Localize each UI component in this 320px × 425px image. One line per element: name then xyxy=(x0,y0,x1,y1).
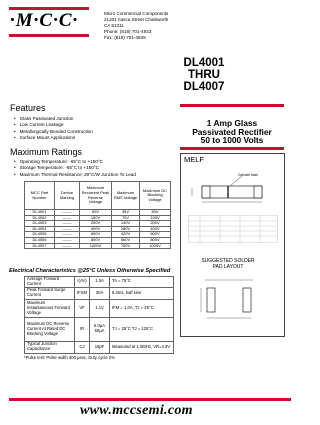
cell: 400V xyxy=(140,226,171,232)
title-rule-2 xyxy=(180,147,284,150)
table-row xyxy=(25,317,174,341)
cell: DL4004 xyxy=(25,226,55,232)
features-list xyxy=(14,116,93,141)
cell: DL4002 xyxy=(25,215,55,221)
cell: Maximum Instantaneous Forward Voltage xyxy=(25,299,75,317)
electrical-heading: Electrical Characteristics @25°C Unless Otherwise Specified xyxy=(9,268,171,274)
cell: 35V xyxy=(112,210,140,216)
product-title-line: 50 to 1000 Volts xyxy=(200,135,264,146)
cell: 1.0A xyxy=(90,277,110,288)
cell: 1000V xyxy=(140,243,171,249)
product-title xyxy=(182,119,282,145)
pad-title-line: PAD LAYOUT xyxy=(212,264,244,270)
cell: 280V xyxy=(112,226,140,232)
table-row xyxy=(25,299,174,317)
cell: IFSM xyxy=(75,287,90,299)
col-header: Device Marking xyxy=(55,182,80,210)
cell: 70V xyxy=(112,215,140,221)
cell: ------- xyxy=(55,243,80,249)
footnote: *Pulse test: Pulse width 300 μsec, Duty cycle 2% xyxy=(24,355,115,360)
pad-layout-title xyxy=(201,258,254,270)
address-line: Micro Commercial Components xyxy=(104,11,169,16)
cell: 50V xyxy=(140,210,171,216)
cell: 600V xyxy=(80,232,112,238)
max-rating-item: • Operating Temperature: -65°C to +150°C xyxy=(14,159,136,165)
cell: VF xyxy=(75,299,90,317)
address-line: 21201 Itasca Street Chatsworth xyxy=(104,17,169,22)
part-title-line: DL4001 xyxy=(183,57,225,69)
cell: 560V xyxy=(112,237,140,243)
cell: ------- xyxy=(55,215,80,221)
part-number-title xyxy=(178,57,230,93)
address-line: CA 91311 xyxy=(104,23,124,28)
cell: 140V xyxy=(112,221,140,227)
cell: 15pF xyxy=(90,341,110,353)
part-title-line: THRU xyxy=(188,69,220,81)
col-header: MCC Part Number xyxy=(25,182,55,210)
dimension-table xyxy=(188,215,278,243)
cell: IFM = 1.0A; TJ = 25°C xyxy=(110,299,174,317)
cell: Typical Junction Capacitance xyxy=(25,341,75,353)
cell: 1000V xyxy=(80,243,112,249)
cell: DL4006 xyxy=(25,237,55,243)
solder-pad xyxy=(243,288,251,312)
electrical-table xyxy=(24,276,174,354)
company-address xyxy=(104,11,204,41)
cell: Peak Forward Surge Current xyxy=(25,287,75,299)
table-row xyxy=(25,287,174,299)
feature-item: • Metallurgically Bonded Construction xyxy=(14,129,93,135)
col-header: Maximum DC Blocking Voltage xyxy=(140,182,171,210)
title-rule xyxy=(180,104,284,107)
cell: 420V xyxy=(112,232,140,238)
cell: DL4003 xyxy=(25,221,55,227)
cell: ------- xyxy=(55,221,80,227)
cell: 100V xyxy=(140,215,171,221)
max-rating-item: • Maximum Thermal Resistance; 30°C/W Junction To Lead xyxy=(14,172,136,178)
cell: I(AV) xyxy=(75,277,90,288)
max-rating-item: • Storage Temperature: -65°C to +150°C xyxy=(14,165,136,171)
col-header: Maximum Recurrent Peak Reverse Voltage xyxy=(80,182,112,210)
table-row xyxy=(25,341,174,353)
footer-rule xyxy=(9,398,291,401)
cell: 50V xyxy=(80,210,112,216)
max-ratings-heading: Maximum Ratings xyxy=(10,147,83,157)
cell: 30A xyxy=(90,287,110,299)
cell: 200V xyxy=(80,221,112,227)
cell: ------- xyxy=(55,232,80,238)
solder-pad xyxy=(207,288,215,312)
cell: TA = 75°C xyxy=(110,277,174,288)
cell: 800V xyxy=(80,237,112,243)
col-header: Maximum RMS Voltage xyxy=(112,182,140,210)
cell: 8.3ms, half sine xyxy=(110,287,174,299)
cell: 100V xyxy=(80,215,112,221)
cell: IR xyxy=(75,317,90,341)
cell: TJ = 25°C TJ = 125°C xyxy=(110,317,174,341)
mcc-logo: ·M·C·C· xyxy=(10,10,79,31)
ratings-header-row xyxy=(25,182,171,210)
melf-drawing xyxy=(180,170,285,210)
product-title-line: 1 Amp Glass xyxy=(206,118,258,128)
table-row xyxy=(25,277,174,288)
cell: CJ xyxy=(75,341,90,353)
features-heading: Features xyxy=(10,103,46,113)
cathode-mark-label: Cathode Mark xyxy=(238,173,259,177)
cell: 1.1V xyxy=(90,299,110,317)
pad-layout-drawing xyxy=(195,276,265,331)
product-title-line: Passivated Rectifier xyxy=(192,126,272,137)
website-url[interactable]: www.mccsemi.com xyxy=(80,403,193,418)
cell: 5.0μA 50μA xyxy=(90,317,110,341)
part-title-line: DL4007 xyxy=(183,81,225,93)
package-label: MELF xyxy=(184,155,205,164)
cell: Measured at 1.0MHz, VR=4.0V xyxy=(110,341,174,353)
header-bottom-rule xyxy=(9,34,89,37)
cell: 700V xyxy=(112,243,140,249)
cell: 600V xyxy=(140,232,171,238)
cell: DL4005 xyxy=(25,232,55,238)
cell: DL4001 xyxy=(25,210,55,216)
cell: 400V xyxy=(80,226,112,232)
ratings-table xyxy=(24,181,171,249)
cell: 200V xyxy=(140,221,171,227)
cell: Maximum DC Reverse Current At Rated DC Blocking Voltage xyxy=(25,317,75,341)
cell: DL4007 xyxy=(25,243,55,249)
cell: Average Forward Current xyxy=(25,277,75,288)
max-ratings-list xyxy=(14,159,136,178)
table-row xyxy=(25,243,171,249)
address-line: Fax: (818) 701-4939 xyxy=(104,35,146,40)
cell: ------- xyxy=(55,226,80,232)
cell: ------- xyxy=(55,210,80,216)
feature-item: • Low Current Leakage xyxy=(14,122,93,128)
cell: 800V xyxy=(140,237,171,243)
cell: ------- xyxy=(55,237,80,243)
feature-item: • Surface Mount Applications xyxy=(14,135,93,141)
pad-title-line: SUGGESTED SOLDER xyxy=(201,258,255,264)
address-line: Phone: (818) 701-4933 xyxy=(104,29,152,34)
feature-item: • Glass Passivated Junction xyxy=(14,116,93,122)
